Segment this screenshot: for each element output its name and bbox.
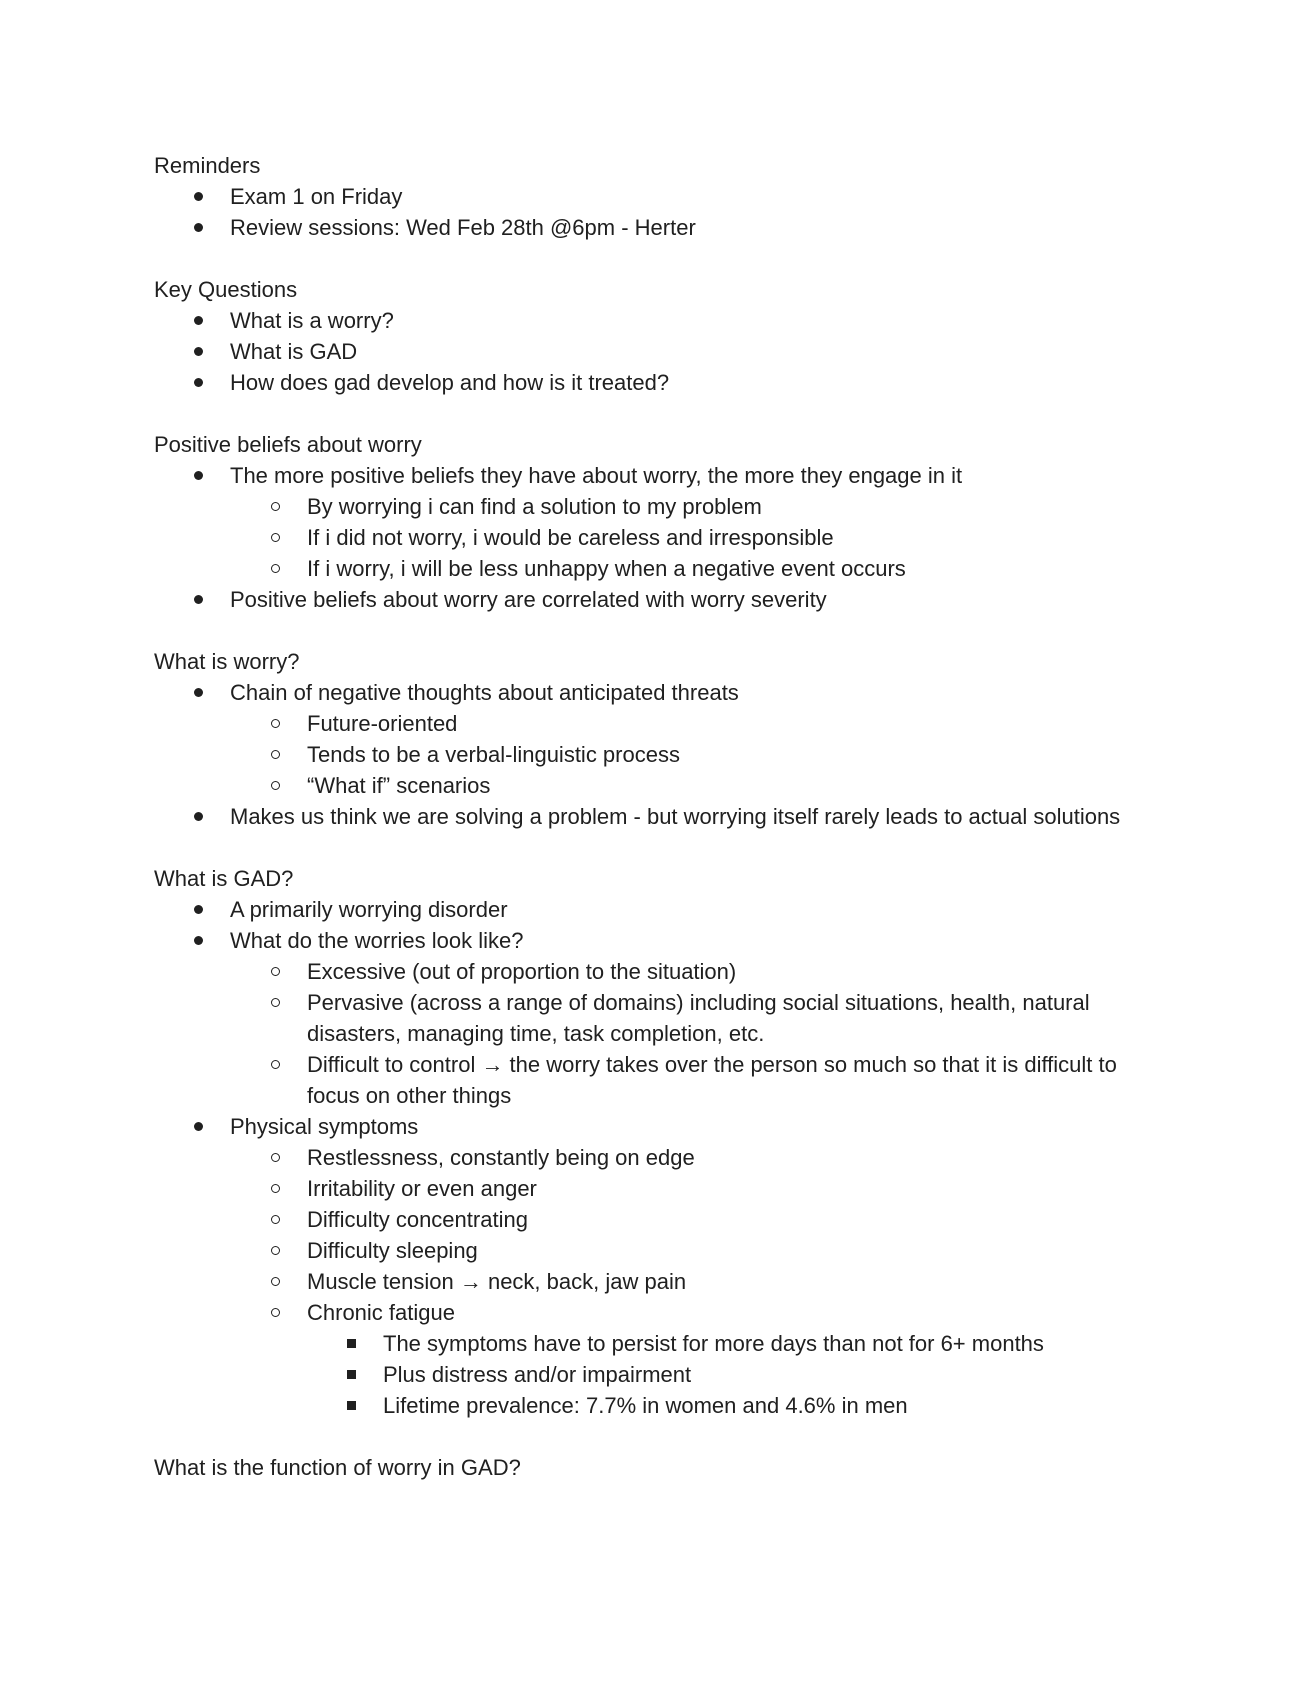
section [154,274,1154,398]
list-item-text: Exam 1 on Friday [230,184,403,209]
list-item [154,1173,1154,1204]
list-item [154,460,1154,491]
list-item-text: If i did not worry, i would be careless and irresponsible [307,525,834,550]
bullet-circle-icon [271,564,280,573]
list-item [154,956,1154,987]
bullet-dot-icon [194,812,203,821]
list-item-text: By worrying i can find a solution to my problem [307,494,762,519]
list-item [154,1266,1154,1297]
list-item [154,584,1154,615]
bullet-circle-icon [271,1184,280,1193]
bullet-dot-icon [194,316,203,325]
section [154,863,1154,1421]
bullet-circle-icon [271,719,280,728]
bullet-list [154,677,1154,832]
list-item-text: Difficulty sleeping [307,1238,478,1263]
section-heading: Positive beliefs about worry [154,432,422,457]
bullet-dot-icon [194,905,203,914]
bullet-square-icon [347,1339,356,1348]
list-item [154,708,1154,739]
list-item [154,305,1154,336]
section [154,1452,1154,1483]
list-item-text: If i worry, i will be less unhappy when a negative event occurs [307,556,906,581]
list-item-text: Plus distress and/or impairment [383,1362,692,1387]
bullet-list [154,181,1154,243]
list-item [154,677,1154,708]
list-item [154,1297,1154,1328]
bullet-square-icon [347,1401,356,1410]
list-item-text: Pervasive (across a range of domains) including social situations, health, natural disasters, managing time, task completion, etc. [307,990,1090,1046]
list-item [154,181,1154,212]
section-heading: Reminders [154,153,261,178]
bullet-list [154,894,1154,1421]
section [154,429,1154,615]
section [154,646,1154,832]
list-item [154,367,1154,398]
list-item-text: The more positive beliefs they have about worry, the more they engage in it [230,463,963,488]
list-item-text: Positive beliefs about worry are correlated with worry severity [230,587,827,612]
bullet-circle-icon [271,1153,280,1162]
list-item-text: Chain of negative thoughts about anticipated threats [230,680,739,705]
list-item-text: What is a worry? [230,308,394,333]
list-item [154,987,1154,1049]
list-item [154,1111,1154,1142]
list-item-text: “What if” scenarios [307,773,491,798]
list-item [154,770,1154,801]
bullet-circle-icon [271,1277,280,1286]
list-item [154,491,1154,522]
list-item [154,1049,1154,1111]
list-item-text: What is GAD [230,339,358,364]
list-item-text: Physical symptoms [230,1114,419,1139]
section-heading: What is the function of worry in GAD? [154,1455,521,1480]
bullet-circle-icon [271,1215,280,1224]
list-item-text: Irritability or even anger [307,1176,537,1201]
list-item-text: Difficulty concentrating [307,1207,528,1232]
list-item-text: The symptoms have to persist for more days than not for 6+ months [383,1331,1044,1356]
list-item-text: Tends to be a verbal-linguistic process [307,742,680,767]
bullet-circle-icon [271,1308,280,1317]
bullet-circle-icon [271,1246,280,1255]
list-item [154,553,1154,584]
list-item-text: Restlessness, constantly being on edge [307,1145,695,1170]
document-body [154,150,1154,1514]
bullet-dot-icon [194,688,203,697]
bullet-square-icon [347,1370,356,1379]
bullet-circle-icon [271,781,280,790]
bullet-list [154,305,1154,398]
list-item [154,925,1154,956]
list-item [154,801,1154,832]
list-item [154,1359,1154,1390]
bullet-circle-icon [271,750,280,759]
bullet-circle-icon [271,967,280,976]
bullet-dot-icon [194,347,203,356]
section-heading: What is GAD? [154,866,294,891]
bullet-dot-icon [194,936,203,945]
bullet-dot-icon [194,223,203,232]
list-item [154,212,1154,243]
list-item-text: What do the worries look like? [230,928,524,953]
list-item [154,894,1154,925]
list-item-text: Difficult to control → the worry takes over the person so much so that it is difficult to focus on other things [307,1052,1117,1108]
list-item-text: Review sessions: Wed Feb 28th @6pm - Herter [230,215,696,240]
section-heading: Key Questions [154,277,298,302]
bullet-dot-icon [194,595,203,604]
section-heading: What is worry? [154,649,300,674]
bullet-dot-icon [194,471,203,480]
list-item [154,1235,1154,1266]
list-item-text: Excessive (out of proportion to the situation) [307,959,737,984]
list-item [154,336,1154,367]
list-item [154,1142,1154,1173]
list-item [154,739,1154,770]
bullet-dot-icon [194,192,203,201]
section [154,150,1154,243]
list-item [154,522,1154,553]
list-item-text: Chronic fatigue [307,1300,455,1325]
list-item [154,1390,1154,1421]
bullet-list [154,460,1154,615]
list-item-text: Lifetime prevalence: 7.7% in women and 4.6% in men [383,1393,908,1418]
list-item-text: A primarily worrying disorder [230,897,508,922]
bullet-dot-icon [194,378,203,387]
list-item-text: How does gad develop and how is it treated? [230,370,670,395]
bullet-circle-icon [271,533,280,542]
list-item [154,1204,1154,1235]
list-item-text: Muscle tension → neck, back, jaw pain [307,1269,687,1294]
bullet-dot-icon [194,1122,203,1131]
bullet-circle-icon [271,1060,280,1069]
bullet-circle-icon [271,502,280,511]
list-item-text: Future-oriented [307,711,458,736]
list-item-text: Makes us think we are solving a problem - but worrying itself rarely leads to actual solutions [230,804,1121,829]
bullet-circle-icon [271,998,280,1007]
list-item [154,1328,1154,1359]
